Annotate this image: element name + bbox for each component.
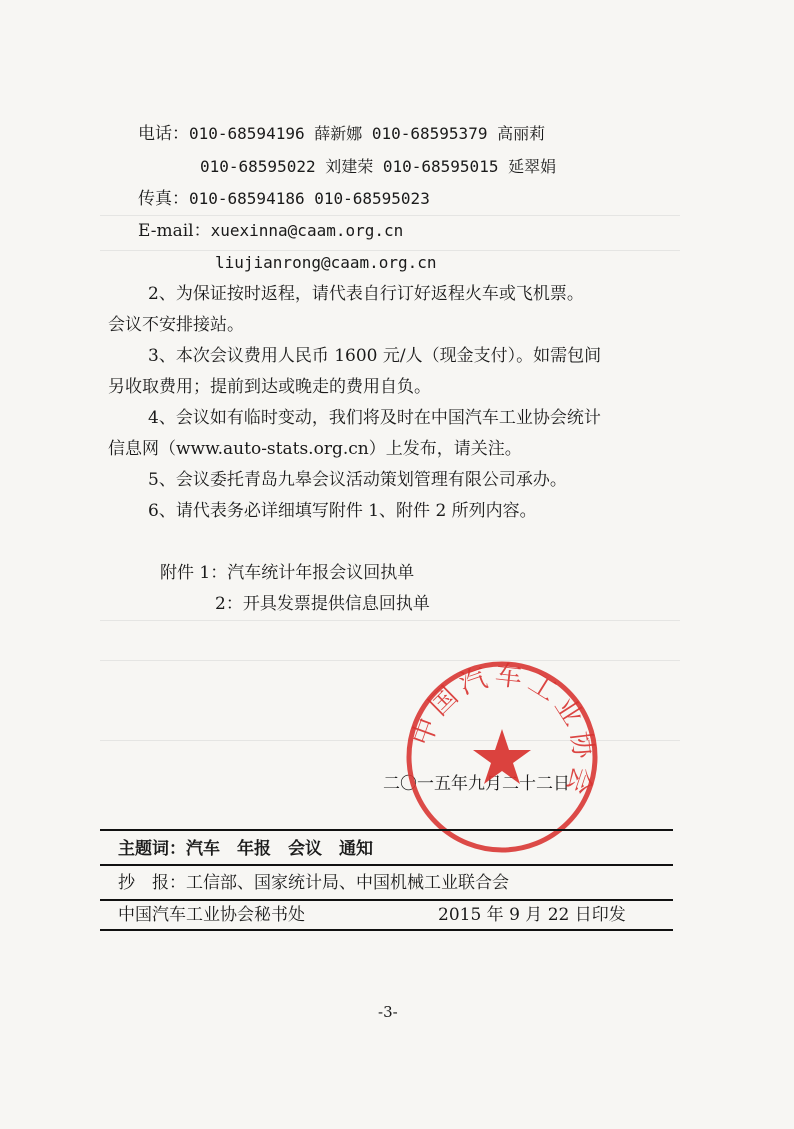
footer-bottom-rule [100,929,673,931]
fax-numbers: 010-68594186 010-68595023 [189,189,430,208]
signature-date: 二〇一五年九月二十二日 [383,774,570,794]
email-row [138,219,403,243]
attachment-1: 附件 1：汽车统计年报会议回执单 [160,563,415,583]
show-through-rule [100,620,680,621]
footer-rule [100,864,673,866]
footer-top-rule [100,829,673,831]
organization-seal [402,657,602,857]
item-6-line-1: 6、请代表务必详细填写附件 1、附件 2 所列内容。 [148,501,537,521]
item-2-line-1: 2、为保证按时返程，请代表自行订好返程火车或飞机票。 [148,284,584,304]
show-through-rule [100,215,680,216]
fax-row [138,187,430,211]
cc-recipients: 抄 报：工信部、国家统计局、中国机械工业联合会 [118,873,509,893]
footer-rule [100,899,673,901]
phone-row [138,122,545,146]
item-2-line-2: 会议不安排接站。 [108,315,244,335]
item-5-line-1: 5、会议委托青岛九皋会议活动策划管理有限公司承办。 [148,470,567,490]
attachment-2: 2：开具发票提供信息回执单 [215,594,430,614]
phone-label: 电话： [138,124,189,144]
email-label: E-mail： [138,221,211,241]
phone-numbers-1: 010-68594196 薛新娜 010-68595379 高丽莉 [189,124,546,143]
star-icon [473,729,531,784]
issuer: 中国汽车工业协会秘书处 [118,905,305,925]
fax-label: 传真： [138,189,189,209]
issue-date: 2015 年 9 月 22 日印发 [438,905,626,925]
page-number: -3- [378,1003,398,1021]
item-3-line-1: 3、本次会议费用人民币 1600 元/人（现金支付）。如需包间 [148,346,602,366]
email-address-2[interactable]: liujianrong@caam.org.cn [215,253,437,272]
item-3-line-2: 另收取费用；提前到达或晚走的费用自负。 [108,377,431,397]
subject-keywords: 主题词：汽车 年报 会议 通知 [118,839,373,859]
seal-text: 中国汽车工业协会 [406,659,600,803]
phone-numbers-2: 010-68595022 刘建荣 010-68595015 延翠娟 [200,157,557,176]
item-4-line-1: 4、会议如有临时变动，我们将及时在中国汽车工业协会统计 [148,408,601,428]
item-4-line-2: 信息网（www.auto-stats.org.cn）上发布，请关注。 [108,439,522,459]
email-address-1[interactable]: xuexinna@caam.org.cn [210,221,404,240]
